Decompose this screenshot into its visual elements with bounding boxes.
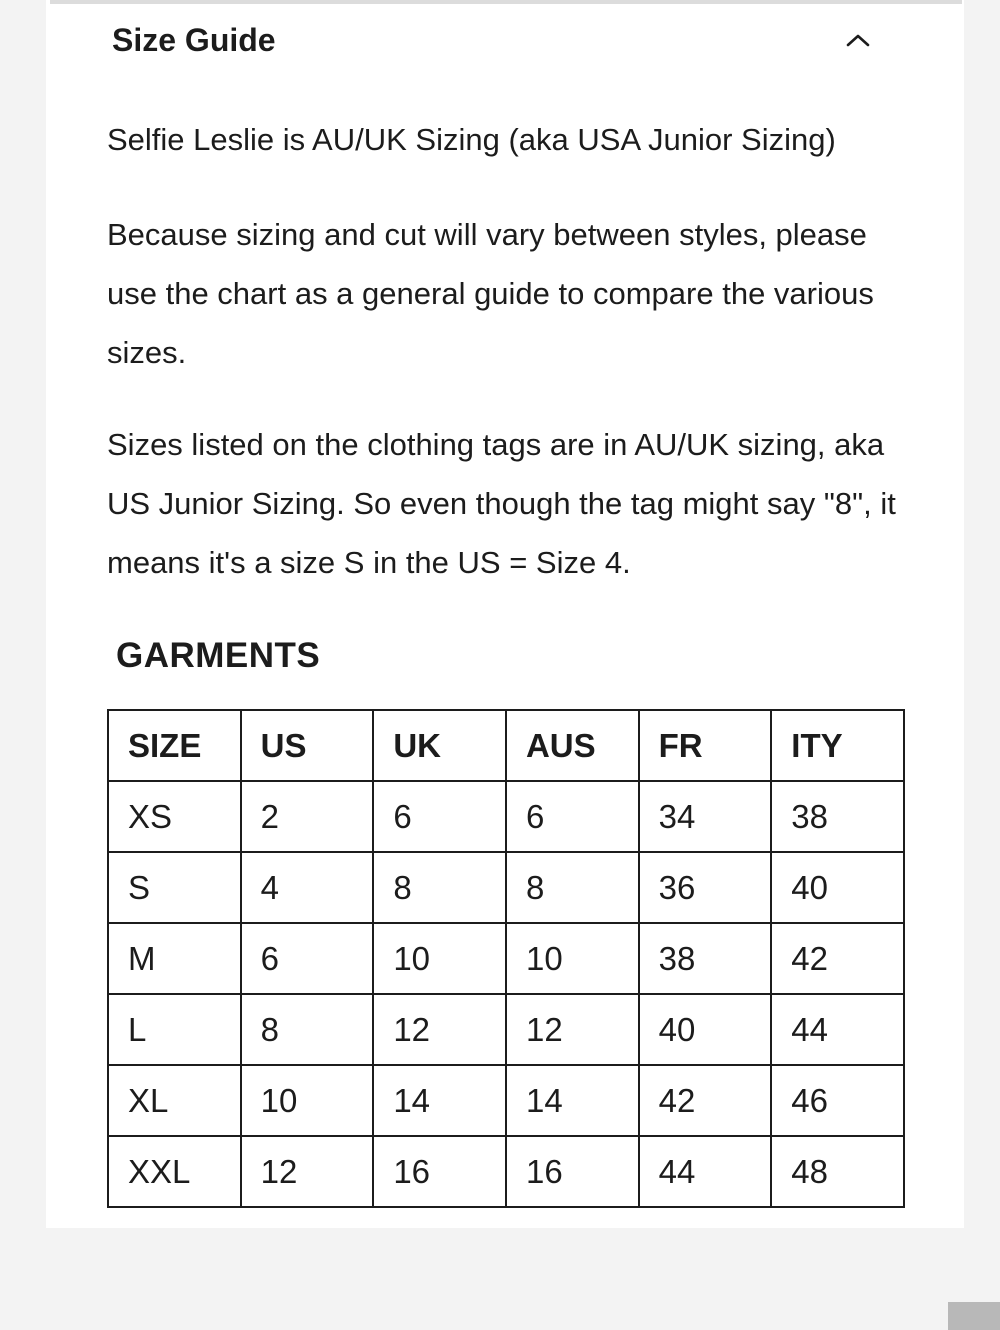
table-cell: 8 <box>373 852 506 923</box>
size-guide-accordion-header[interactable] <box>112 18 872 62</box>
table-cell: 14 <box>506 1065 639 1136</box>
divider <box>50 0 962 4</box>
table-row <box>108 994 904 1065</box>
table-cell: 44 <box>771 994 904 1065</box>
table-header-row <box>108 710 904 781</box>
table-cell: 8 <box>506 852 639 923</box>
size-chart-table <box>107 709 905 1208</box>
table-cell: L <box>108 994 241 1065</box>
table-cell: 6 <box>373 781 506 852</box>
table-cell: 12 <box>506 994 639 1065</box>
table-cell: 16 <box>373 1136 506 1207</box>
table-cell: 6 <box>506 781 639 852</box>
chevron-up-icon[interactable] <box>844 26 872 54</box>
table-cell: 8 <box>241 994 374 1065</box>
table-cell: 16 <box>506 1136 639 1207</box>
table-row <box>108 923 904 994</box>
table-cell: XL <box>108 1065 241 1136</box>
table-cell: XXL <box>108 1136 241 1207</box>
table-cell: 10 <box>241 1065 374 1136</box>
column-header-fr: FR <box>639 710 772 781</box>
table-cell: 4 <box>241 852 374 923</box>
scrollbar-thumb[interactable] <box>948 1302 1000 1330</box>
table-cell: 2 <box>241 781 374 852</box>
table-cell: 48 <box>771 1136 904 1207</box>
table-cell: 38 <box>771 781 904 852</box>
column-header-aus: AUS <box>506 710 639 781</box>
sizing-note: Selfie Leslie is AU/UK Sizing (aka USA Junior Sizing) <box>107 122 836 157</box>
garments-heading: GARMENTS <box>116 636 321 675</box>
table-row <box>108 1136 904 1207</box>
column-header-ity: ITY <box>771 710 904 781</box>
table-cell: 42 <box>639 1065 772 1136</box>
sizing-guidance: Because sizing and cut will vary between styles, please use the chart as a general guide to compare the various sizes. <box>107 217 874 370</box>
column-header-size: SIZE <box>108 710 241 781</box>
table-cell: S <box>108 852 241 923</box>
table-cell: 44 <box>639 1136 772 1207</box>
table-cell: 6 <box>241 923 374 994</box>
table-cell: 40 <box>639 994 772 1065</box>
table-cell: 40 <box>771 852 904 923</box>
table-cell: 12 <box>373 994 506 1065</box>
table-row <box>108 852 904 923</box>
table-cell: 36 <box>639 852 772 923</box>
table-cell: 42 <box>771 923 904 994</box>
table-cell: 10 <box>506 923 639 994</box>
table-cell: 12 <box>241 1136 374 1207</box>
accordion-title: Size Guide <box>112 21 276 58</box>
column-header-us: US <box>241 710 374 781</box>
table-row <box>108 1065 904 1136</box>
table-row <box>108 781 904 852</box>
column-header-uk: UK <box>373 710 506 781</box>
tag-sizing-explanation: Sizes listed on the clothing tags are in AU/UK sizing, aka US Junior Sizing. So even though the tag might say "8", it means it's a size S in the US = Size 4. <box>107 427 896 580</box>
table-cell: M <box>108 923 241 994</box>
table-cell: 38 <box>639 923 772 994</box>
table-cell: 10 <box>373 923 506 994</box>
table-cell: XS <box>108 781 241 852</box>
table-cell: 46 <box>771 1065 904 1136</box>
table-cell: 14 <box>373 1065 506 1136</box>
table-cell: 34 <box>639 781 772 852</box>
